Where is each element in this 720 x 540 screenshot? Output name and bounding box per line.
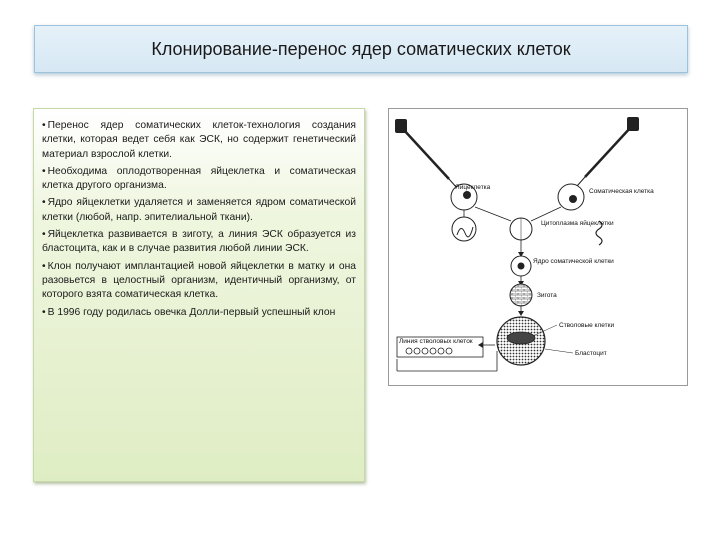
label-blastocyst: Бластоцит — [575, 350, 607, 357]
left-pipette — [395, 119, 457, 188]
bullet-mark: • — [42, 260, 46, 272]
bullet-item — [42, 228, 356, 257]
bullet-mark: • — [42, 306, 46, 318]
bullet-item — [42, 306, 356, 320]
bullet-text: Ядро яйцеклетки удаляется и заменяется ядром соматической клетки (любой, напр. эпителиальной ткани). — [42, 197, 356, 223]
label-cytoplasm: Цитоплазма яйцеклетки — [541, 220, 614, 227]
bullet-item — [42, 260, 356, 303]
arrow — [475, 207, 511, 221]
bullet-mark: • — [42, 120, 46, 131]
label-stem-cells: Стволовые клетки — [559, 322, 615, 329]
label-zygote: Зигота — [537, 292, 557, 299]
bullet-item — [42, 119, 356, 162]
leader-line — [545, 349, 573, 353]
label-somatic: Соматическая клетка — [589, 188, 654, 195]
slide-title: Клонирование-перенос ядер соматических клеток — [151, 38, 571, 59]
bullet-mark: • — [42, 197, 46, 209]
label-egg: Яйцеклетка — [455, 184, 491, 191]
blastocyst — [497, 317, 545, 365]
cloning-diagram-svg — [389, 109, 687, 385]
cytoplasm-cell — [510, 218, 532, 240]
bullet-item — [42, 165, 356, 194]
bullet-text: В 1996 году родилась овечка Долли-первый успешный клон — [47, 306, 336, 318]
arrow — [531, 207, 561, 221]
bullet-text: Яйцеклетка развивается в зиготу, а линия ЭСК образуется из бластоцита, как и в случае развития любой линии ЭСК. — [42, 229, 356, 255]
bullet-text: Перенос ядер соматических клеток-технология создания клетки, которая ведет себя как ЭСК, но содержит генетический материал взрослой клетки. — [42, 120, 356, 160]
bullet-item — [42, 196, 356, 225]
label-somatic-nucleus: Ядро соматической клетки — [533, 258, 614, 265]
somatic-cell — [558, 184, 584, 210]
nucleus-fragment — [452, 217, 476, 241]
zygote — [510, 276, 532, 316]
bullet-mark: • — [42, 229, 46, 241]
title-banner — [34, 25, 688, 73]
right-pipette — [577, 117, 639, 186]
label-stem-line: Линия стволовых клеток — [399, 338, 473, 345]
bullet-text: Необходима оплодотворенная яйцеклетка и соматическая клетка другого организма. — [42, 165, 356, 192]
text-panel — [33, 108, 365, 482]
bullet-mark: • — [42, 165, 46, 177]
cloning-diagram — [388, 108, 688, 386]
bullet-text: Клон получают имплантацией новой яйцеклетки в матку и она разовьется в целостный организм, идентичный организму, от которого взята соматическая клетка. — [42, 260, 356, 301]
reconstructed-cell — [511, 240, 531, 276]
